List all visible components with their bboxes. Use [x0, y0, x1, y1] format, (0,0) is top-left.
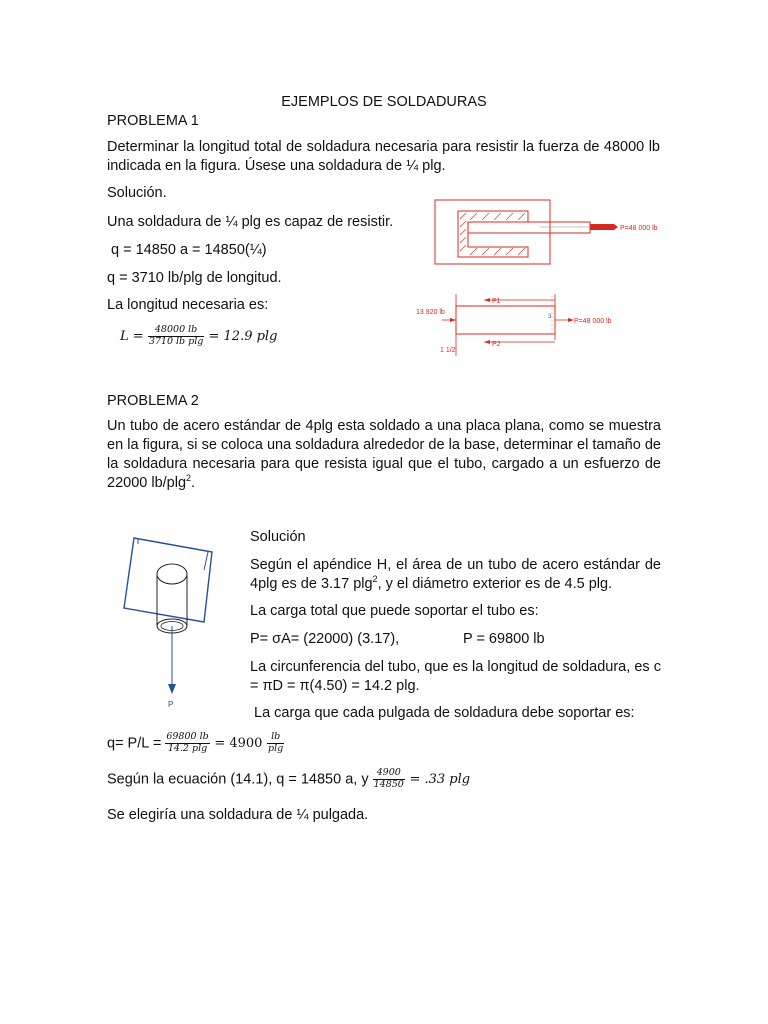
problem1-line1: Una soldadura de ¼ plg es capaz de resistir.	[107, 214, 394, 230]
problem1-line2: q = 14850 a = 14850(¼)	[107, 242, 267, 258]
problem1-line4: La longitud necesaria es:	[107, 297, 269, 313]
q-formula-den: 14.2 plg	[167, 742, 208, 754]
equation-line-text: Según la ecuación (14.1), q = 14850 a, y	[107, 771, 369, 788]
problem2-para2: La carga total que puede soportar el tubo es:	[250, 603, 539, 619]
equation-line-rhs: = .33 plg	[409, 772, 471, 788]
q-formula-prefix: q= P/L =	[107, 735, 162, 752]
figure1-p1-label: P1	[492, 298, 501, 305]
problem2-equation-line	[107, 768, 470, 791]
problem1-heading: PROBLEMA 1	[107, 113, 199, 129]
figure1-load-label: P=48 000 lb	[620, 225, 658, 232]
figure2-load-label: P	[168, 700, 174, 709]
equation-line-den: 14850	[373, 778, 404, 790]
equation-line-num: 4900	[373, 768, 405, 780]
figure1-left-label: 13 920 lb	[416, 309, 445, 316]
formula-rhs: = 12.9 plg	[208, 328, 278, 344]
problem1-formula	[120, 325, 277, 348]
formula-lhs: L =	[120, 328, 144, 344]
problem2-q-formula	[107, 732, 284, 755]
page-title: EJEMPLOS DE SOLDADURAS	[281, 94, 487, 110]
problem2-heading: PROBLEMA 2	[107, 393, 199, 409]
q-formula-unit-den: plg	[268, 742, 284, 754]
problem2-para3a: P= σA= (22000) (3.17),	[250, 631, 400, 647]
q-formula-num: 69800 lb	[166, 731, 209, 742]
problem1-line3: q = 3710 lb/plg de longitud.	[107, 270, 282, 286]
figure-plate-bottom	[412, 290, 662, 360]
figure-plate-top	[430, 195, 660, 273]
problem2-para5: La carga que cada pulgada de soldadura debe soportar es:	[250, 705, 635, 721]
q-formula-eq: = 4900	[214, 736, 263, 752]
problem2-statement-text: Un tubo de acero estándar de 4plg esta soldado a una placa plana, como se muestra en la figura, si se coloca una soldadura alrededor de la base, determinar el tamaño de la soldadura necesaria para que resista igual que el tubo, cargado a un esfuerzo de 22000 lb/plg	[107, 418, 661, 492]
formula-numerator: 48000 lb	[148, 325, 205, 337]
q-formula-unit-num: lb	[267, 732, 284, 744]
problem2-statement-sup: 2	[186, 473, 192, 484]
problem2-solution-label: Solución	[250, 529, 306, 545]
figure-tube-plate	[116, 530, 226, 710]
problem1-solution-label: Solución.	[107, 185, 167, 201]
figure1-load-label-bottom: P=48 000 lb	[574, 318, 612, 325]
formula-denominator: 3710 lb plg	[148, 335, 204, 347]
problem2-conclusion: Se elegiría una soldadura de ¼ pulgada.	[107, 807, 369, 823]
problem2-statement: Un tubo de acero estándar de 4plg esta soldado a una placa plana, como se muestra en la figura, si se coloca una soldadura alrededor de la base, determinar el tamaño de la soldadura necesaria para que resista igual que el tubo, cargado a un esfuerzo de 22000 lb/plg$^2$.	[107, 418, 661, 492]
figure1-width-label: 1 1/2	[440, 347, 456, 354]
problem2-para1: Según el apéndice H, el área de un tubo de acero estándar de 4plg es de 3.17 plg$^2$, y el diámetro exterior es de 4.5 plg.	[250, 557, 661, 593]
problem1-statement: Determinar la longitud total de soldadura necesaria para resistir la fuerza de 48000 lb indicada en la figura. Úsese una soldadura de ¼ plg.	[107, 139, 660, 175]
problem2-para4: La circunferencia del tubo, que es la longitud de soldadura, es c = πD = π(4.50) = 14.2 plg.	[250, 659, 661, 695]
figure1-height-label: 3	[548, 314, 552, 320]
figure1-p2-label: P2	[492, 341, 501, 348]
problem2-para3b: P = 69800 lb	[463, 631, 545, 647]
